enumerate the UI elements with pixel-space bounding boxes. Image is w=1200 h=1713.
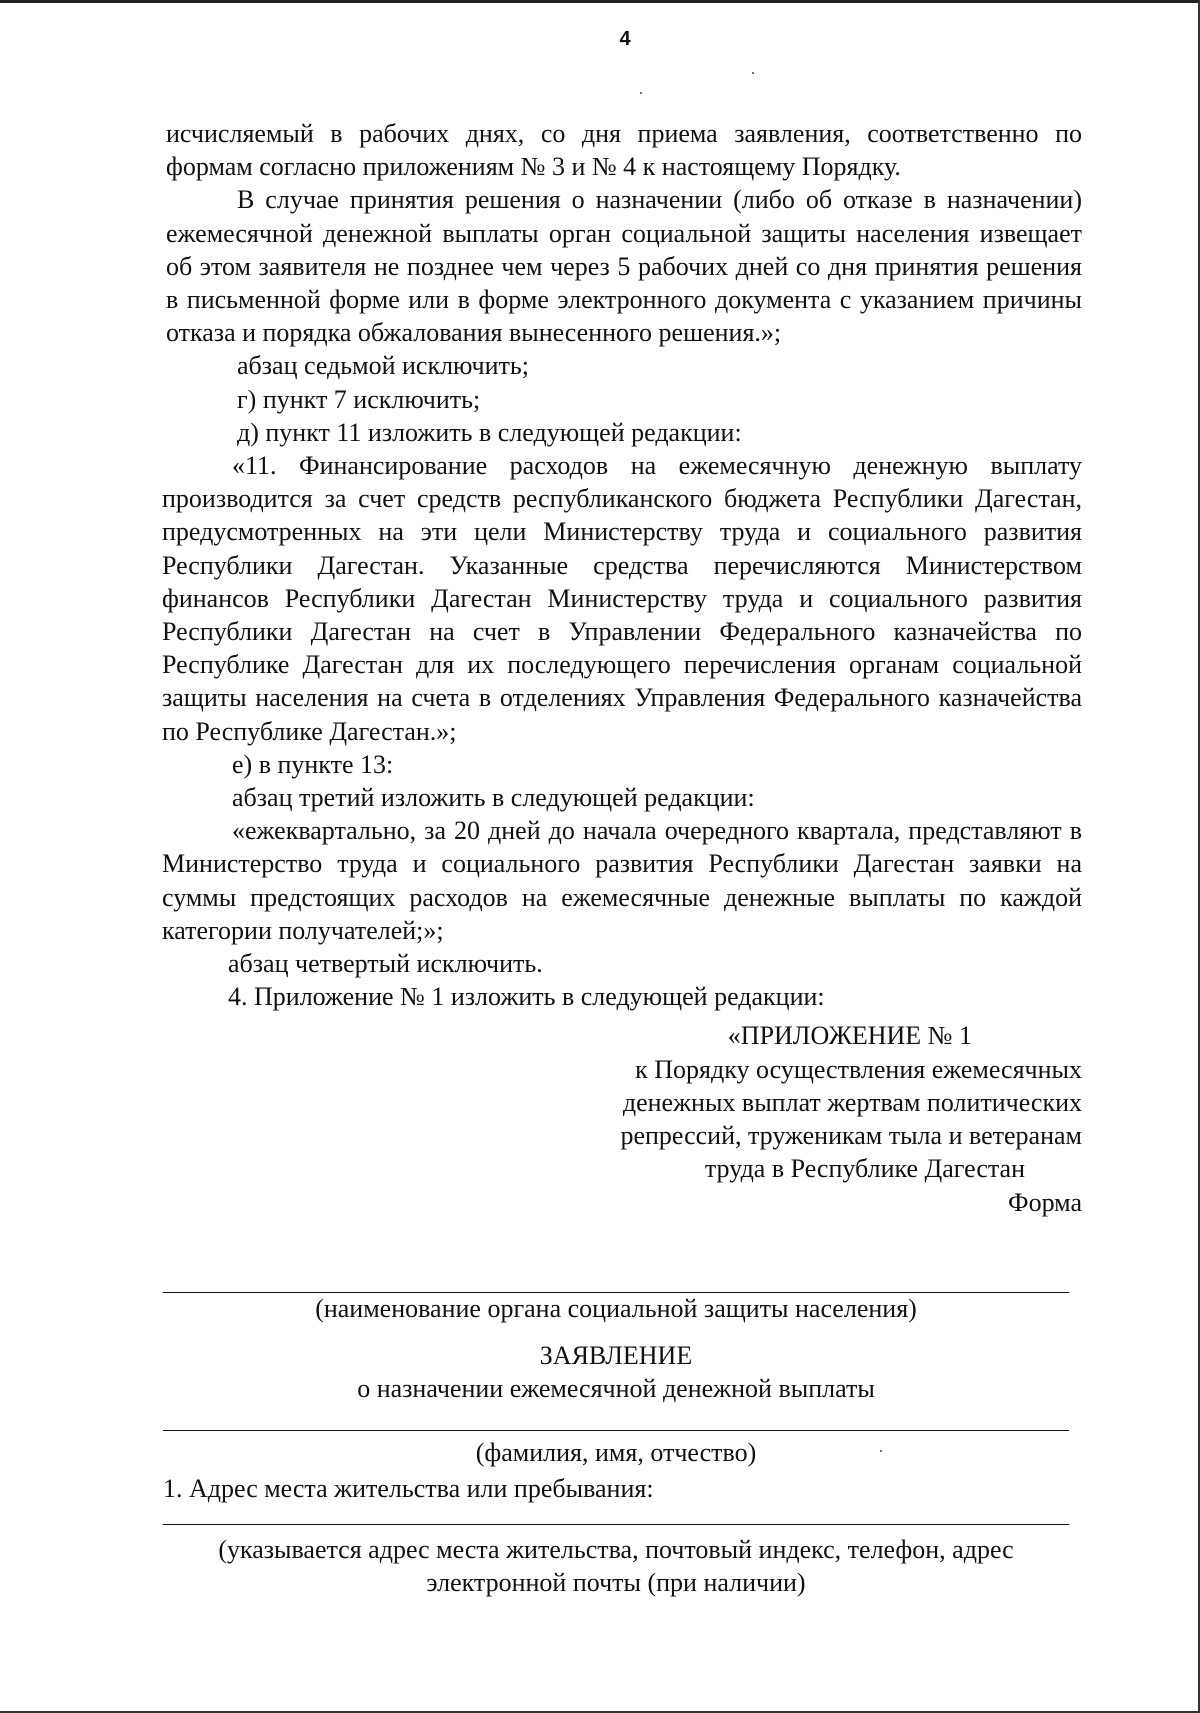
scan-speck (752, 72, 754, 74)
paragraph: г) пункт 7 исключить; (237, 384, 481, 414)
scan-edge-top (0, 0, 1200, 3)
appendix-line: денежных выплат жертвам политических (622, 1087, 1082, 1117)
organ-caption: (наименование органа социальной защиты населения) (315, 1294, 917, 1323)
form-subtitle: о назначении ежемесячной денежной выплаты (357, 1374, 875, 1403)
paragraph: формам согласно приложениям № 3 и № 4 к настоящему Порядку. (166, 152, 901, 182)
appendix-line: репрессий, труженикам тыла и ветеранам (620, 1121, 1082, 1151)
appendix-title: «ПРИЛОЖЕНИЕ № 1 (727, 1021, 972, 1051)
paragraph: е) в пункте 13: (232, 749, 394, 779)
scan-speck (640, 92, 642, 94)
paragraph: исчисляемый в рабочих днях, со дня приема заявления, соответственно по (166, 119, 1082, 148)
paragraph: «ежеквартально, за 20 дней до начала очередного квартала, представляют в Министерство труда и социального развития Республики Дагестан заявки на суммы предстоящих расходов на ежемесячные денежные выплаты по каждой категории получателей;»; (162, 816, 1082, 945)
appendix-header (166, 1019, 1082, 1218)
address-label: 1. Адрес места жительства или пребывания: (163, 1474, 654, 1503)
page-number: 4 (619, 28, 631, 50)
form-label: Форма (1008, 1187, 1082, 1217)
paragraph: абзац седьмой исключить; (237, 351, 529, 381)
paragraph: абзац третий изложить в следующей редакции: (232, 783, 755, 813)
appendix-line: к Порядку осуществления ежемесячных (635, 1054, 1082, 1084)
address-caption-line2: электронной почты (при наличии) (426, 1568, 806, 1597)
paragraph: В случае принятия решения о назначении (либо об отказе в назначении) ежемесячной денежной выплаты орган социальной защиты населения извещает об этом заявителя не позднее чем через 5 рабочих дней со дня принятия решения в письменной форме или в форме электронного документа с указанием причины отказа и порядка обжалования вынесенного решения.»; (166, 185, 1082, 348)
paragraph: д) пункт 11 изложить в следующей редакции: (237, 417, 742, 447)
paragraph: абзац четвертый исключить. (228, 949, 543, 979)
form-title: ЗАЯВЛЕНИЕ (539, 1341, 693, 1370)
address-caption-line1: (указывается адрес места жительства, почтовый индекс, телефон, адрес (218, 1535, 1014, 1564)
paragraph: «11. Финансирование расходов на ежемесячную денежную выплату производится за счет средств республиканского бюджета Республики Дагестан, предусмотренных на эти цели Министерству труда и социального развития Республики Дагестан. Указанные средства перечисляются Министерством финансов Республики Дагестан Министерству труда и социального развития Республики Дагестан на счет в Управлении Федерального казначейства по Республике Дагестан для их последующего перечисления органам социальной защиты населения на счета в отделениях Управления Федерального казначейства по Республике Дагестан.»; (162, 451, 1082, 746)
paragraph: 4. Приложение № 1 изложить в следующей редакции: (228, 982, 825, 1012)
appendix-line: труда в Республике Дагестан (704, 1154, 1025, 1184)
blank-line-fio (163, 1430, 1069, 1431)
body-text (162, 117, 1082, 1219)
blank-line-organ (163, 1292, 1069, 1293)
fio-caption: (фамилия, имя, отчество) (475, 1438, 757, 1467)
blank-line-address (163, 1524, 1069, 1525)
